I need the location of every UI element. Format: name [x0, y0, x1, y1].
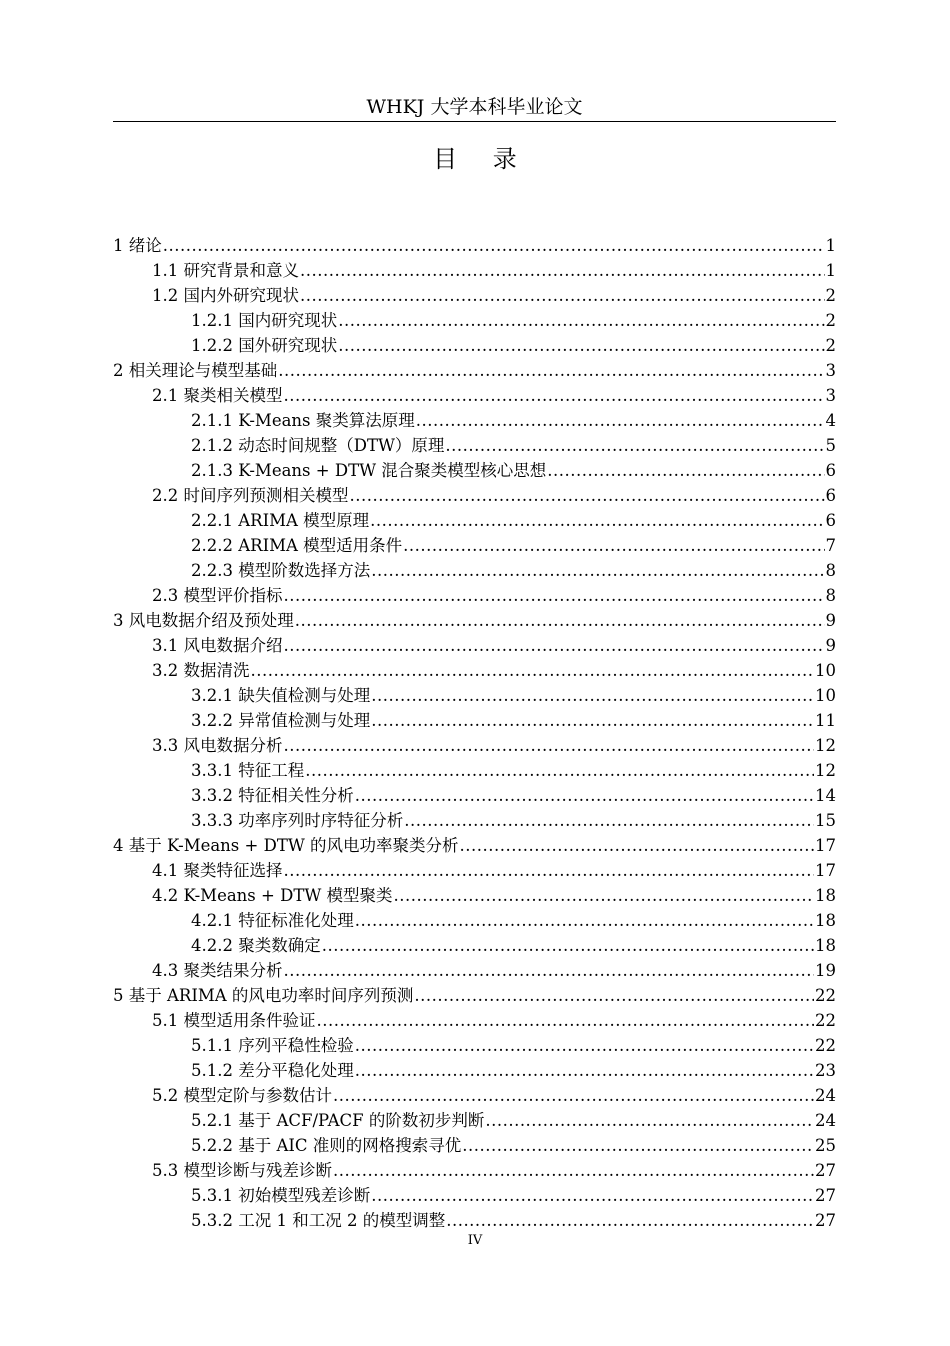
toc-entry-page: 24	[815, 1111, 836, 1130]
toc-entry-page: 22	[815, 1036, 836, 1055]
toc-entry[interactable]	[113, 1058, 836, 1083]
dot-leader	[371, 683, 814, 708]
running-header: WHKJ 大学本科毕业论文	[366, 96, 583, 118]
toc-entry[interactable]	[113, 283, 836, 308]
toc-entry[interactable]	[113, 1108, 836, 1133]
toc-entry-title: 2.1.2 动态时间规整（DTW）原理	[191, 436, 445, 455]
dot-leader	[403, 533, 824, 558]
toc-entry-title: 4.2 K-Means + DTW 模型聚类	[152, 886, 393, 905]
dot-leader	[333, 1083, 814, 1108]
toc-entry-title: 2 相关理论与模型基础	[113, 361, 278, 380]
toc-entry[interactable]	[113, 708, 836, 733]
toc-entry[interactable]	[113, 808, 836, 833]
dot-leader	[322, 933, 814, 958]
toc-entry[interactable]	[113, 558, 836, 583]
toc-entry[interactable]	[113, 408, 836, 433]
toc-entry-title: 4.2.1 特征标准化处理	[191, 911, 354, 930]
toc-entry[interactable]	[113, 1008, 836, 1033]
toc-entry-page: 9	[825, 636, 836, 655]
toc-entry-page: 22	[815, 986, 836, 1005]
toc-entry[interactable]	[113, 1033, 836, 1058]
dot-leader	[284, 858, 815, 883]
toc-entry[interactable]	[113, 483, 836, 508]
toc-entry[interactable]	[113, 508, 836, 533]
toc-entry-page: 6	[825, 461, 836, 480]
dot-leader	[485, 1108, 814, 1133]
toc-entry-title: 2.1.3 K-Means + DTW 混合聚类模型核心思想	[191, 461, 547, 480]
toc-entry-page: 10	[815, 661, 836, 680]
toc-entry[interactable]	[113, 733, 836, 758]
toc-entry-page: 19	[815, 961, 836, 980]
toc-entry-title: 2.2.1 ARIMA 模型原理	[191, 511, 370, 530]
toc-entry[interactable]	[113, 1083, 836, 1108]
toc-entry-title: 2.3 模型评价指标	[152, 586, 283, 605]
toc-entry-title: 2.1.1 K-Means 聚类算法原理	[191, 411, 415, 430]
toc-entry-page: 4	[825, 411, 836, 430]
toc-entry-title: 3.3.3 功率序列时序特征分析	[191, 811, 404, 830]
dot-leader	[300, 283, 825, 308]
dot-leader	[394, 883, 814, 908]
toc-entry[interactable]	[113, 833, 836, 858]
dot-leader	[462, 1133, 814, 1158]
toc-entry[interactable]	[113, 458, 836, 483]
toc-entry[interactable]	[113, 358, 836, 383]
toc-entry[interactable]	[113, 433, 836, 458]
toc-entry[interactable]	[113, 333, 836, 358]
dot-leader	[371, 1183, 814, 1208]
toc-entry[interactable]	[113, 683, 836, 708]
toc-entry[interactable]	[113, 583, 836, 608]
toc-entry-page: 9	[825, 611, 836, 630]
dot-leader	[371, 708, 814, 733]
toc-entry-page: 18	[815, 911, 836, 930]
toc-entry-title: 3.2.1 缺失值检测与处理	[191, 686, 371, 705]
toc-entry-page: 6	[825, 486, 836, 505]
toc-entry-page: 15	[815, 811, 836, 830]
dot-leader	[284, 733, 815, 758]
dot-leader	[355, 783, 814, 808]
dot-leader	[460, 833, 814, 858]
toc-entry-title: 3.3.2 特征相关性分析	[191, 786, 354, 805]
toc-entry-title: 4 基于 K-Means + DTW 的风电功率聚类分析	[113, 836, 459, 855]
toc-entry[interactable]	[113, 1183, 836, 1208]
toc-entry-page: 27	[815, 1186, 836, 1205]
dot-leader	[355, 1058, 814, 1083]
toc-entry-title: 2.2.3 模型阶数选择方法	[191, 561, 371, 580]
toc-entry-page: 17	[815, 836, 836, 855]
dot-leader	[338, 308, 824, 333]
toc-entry-page: 23	[815, 1061, 836, 1080]
dot-leader	[416, 408, 825, 433]
dot-leader	[371, 558, 824, 583]
toc-entry[interactable]	[113, 533, 836, 558]
dot-leader	[445, 433, 824, 458]
toc-entry[interactable]	[113, 608, 836, 633]
toc-entry[interactable]	[113, 983, 836, 1008]
dot-leader	[284, 583, 825, 608]
toc-entry-title: 5.3.1 初始模型残差诊断	[191, 1186, 371, 1205]
page-number: IV	[467, 1233, 483, 1248]
toc-entry-title: 5.2 模型定阶与参数估计	[152, 1086, 332, 1105]
toc-entry-page: 5	[825, 436, 836, 455]
dot-leader	[414, 983, 814, 1008]
toc-entry-page: 2	[825, 311, 836, 330]
toc-entry-page: 7	[825, 536, 836, 555]
toc-entry-page: 27	[815, 1211, 836, 1230]
toc-entry-title: 5.3.2 工况 1 和工况 2 的模型调整	[191, 1211, 446, 1230]
toc-entry-title: 3.3 风电数据分析	[152, 736, 283, 755]
toc-entry-title: 1.2 国内外研究现状	[152, 286, 299, 305]
dot-leader	[278, 358, 824, 383]
toc-entry-page: 1	[825, 236, 836, 255]
dot-leader	[300, 258, 825, 283]
toc-entry-page: 12	[815, 761, 836, 780]
toc-entry-title: 3.1 风电数据介绍	[152, 636, 283, 655]
toc-entry-title: 5.1 模型适用条件验证	[152, 1011, 316, 1030]
dot-leader	[317, 1008, 815, 1033]
toc-entry-page: 2	[825, 336, 836, 355]
dot-leader	[284, 958, 815, 983]
toc-entry[interactable]	[113, 383, 836, 408]
dot-leader	[404, 808, 814, 833]
dot-leader	[251, 658, 815, 683]
dot-leader	[370, 508, 824, 533]
toc-entry[interactable]	[113, 1133, 836, 1158]
toc-entry-page: 12	[815, 736, 836, 755]
toc-entry-title: 5.2.2 基于 AIC 准则的网格搜索寻优	[191, 1136, 462, 1155]
toc-entry-title: 1.2.2 国外研究现状	[191, 336, 338, 355]
toc-entry-page: 11	[815, 711, 836, 730]
toc-entry-page: 14	[815, 786, 836, 805]
toc-entry[interactable]	[113, 258, 836, 283]
header-rule	[113, 121, 836, 122]
dot-leader	[446, 1208, 814, 1233]
toc-entry-page: 22	[815, 1011, 836, 1030]
toc-entry-page: 27	[815, 1161, 836, 1180]
toc-entry-title: 2.1 聚类相关模型	[152, 386, 283, 405]
toc-entry-title: 3.2 数据清洗	[152, 661, 250, 680]
toc-entry-page: 18	[815, 936, 836, 955]
toc-entry[interactable]	[113, 658, 836, 683]
toc-entry[interactable]	[113, 233, 836, 258]
dot-leader	[355, 1033, 814, 1058]
dot-leader	[333, 1158, 814, 1183]
toc-entry-page: 8	[825, 561, 836, 580]
toc-entry-page: 17	[815, 861, 836, 880]
toc-entry-title: 3.2.2 异常值检测与处理	[191, 711, 371, 730]
toc-entry-title: 4.2.2 聚类数确定	[191, 936, 321, 955]
toc-entry-page: 3	[825, 361, 836, 380]
toc-entry[interactable]	[113, 308, 836, 333]
dot-leader	[305, 758, 814, 783]
dot-leader	[295, 608, 825, 633]
toc-entry-title: 5 基于 ARIMA 的风电功率时间序列预测	[113, 986, 414, 1005]
toc-entry-page: 2	[825, 286, 836, 305]
toc-entry-title: 4.3 聚类结果分析	[152, 961, 283, 980]
dot-leader	[355, 908, 814, 933]
dot-leader	[547, 458, 824, 483]
toc-entry-title: 1 绪论	[113, 236, 162, 255]
toc-entry-title: 5.1.1 序列平稳性检验	[191, 1036, 354, 1055]
dot-leader	[284, 633, 825, 658]
toc-title: 目 录	[433, 145, 531, 173]
toc-entry-page: 10	[815, 686, 836, 705]
toc-entry-title: 5.2.1 基于 ACF/PACF 的阶数初步判断	[191, 1111, 485, 1130]
toc-entry-page: 8	[825, 586, 836, 605]
toc-entry-title: 2.2 时间序列预测相关模型	[152, 486, 349, 505]
toc-entry[interactable]	[113, 1208, 836, 1233]
toc-entry-title: 1.2.1 国内研究现状	[191, 311, 338, 330]
toc-entry-title: 2.2.2 ARIMA 模型适用条件	[191, 536, 403, 555]
dot-leader	[163, 233, 825, 258]
dot-leader	[284, 383, 825, 408]
toc-entry-title: 3.3.1 特征工程	[191, 761, 305, 780]
toc-entry[interactable]	[113, 783, 836, 808]
toc-entry[interactable]	[113, 858, 836, 883]
toc-entry[interactable]	[113, 633, 836, 658]
toc-entry-title: 3 风电数据介绍及预处理	[113, 611, 294, 630]
toc-entry-title: 5.1.2 差分平稳化处理	[191, 1061, 354, 1080]
toc-entry-page: 1	[825, 261, 836, 280]
toc-entry-page: 18	[815, 886, 836, 905]
toc-entry-title: 1.1 研究背景和意义	[152, 261, 299, 280]
toc-entry[interactable]	[113, 958, 836, 983]
toc-entry[interactable]	[113, 1158, 836, 1183]
toc-entry-title: 4.1 聚类特征选择	[152, 861, 283, 880]
toc-entry-page: 24	[815, 1086, 836, 1105]
table-of-contents	[113, 233, 836, 1233]
dot-leader	[350, 483, 825, 508]
toc-entry-page: 3	[825, 386, 836, 405]
toc-entry[interactable]	[113, 908, 836, 933]
toc-entry-title: 5.3 模型诊断与残差诊断	[152, 1161, 332, 1180]
toc-entry-page: 25	[815, 1136, 836, 1155]
toc-entry[interactable]	[113, 758, 836, 783]
toc-entry-page: 6	[825, 511, 836, 530]
dot-leader	[338, 333, 824, 358]
toc-entry[interactable]	[113, 933, 836, 958]
toc-entry[interactable]	[113, 883, 836, 908]
